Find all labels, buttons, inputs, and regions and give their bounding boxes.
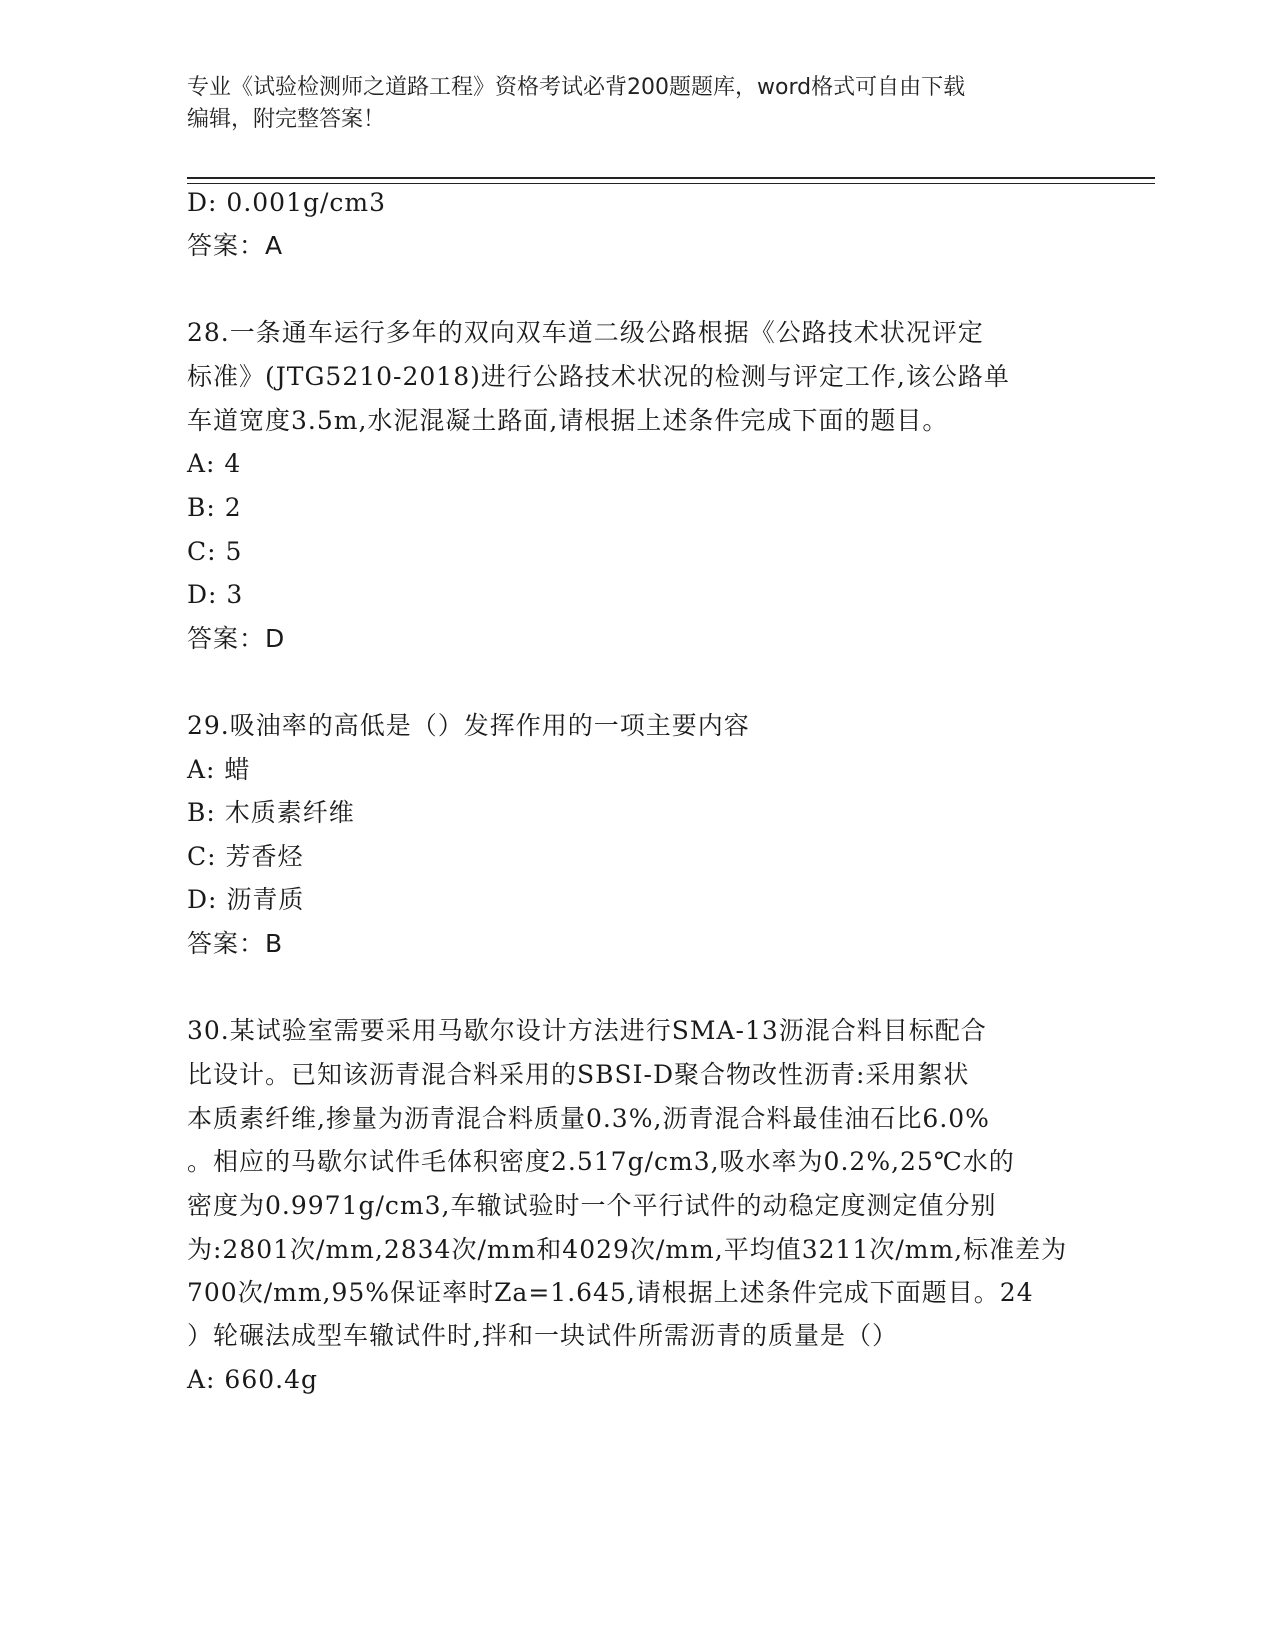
q30-stem-line-6: 为:2801次/mm,2834次/mm和4029次/mm,平均值3211次/mm,标准差为 <box>187 1235 1068 1264</box>
q29-option-c: C: 芳香烃 <box>187 842 304 871</box>
q30-stem-line-7: 700次/mm,95%保证率时Za=1.645,请根据上述条件完成下面题目。24 <box>187 1278 1034 1307</box>
header-rule-thin <box>187 183 1155 184</box>
header-rule-thick <box>187 177 1155 179</box>
q30-stem-line-1: 30.某试验室需要采用马歇尔设计方法进行SMA-13沥混合料目标配合 <box>187 1016 987 1045</box>
q28-stem-line-3: 车道宽度3.5m,水泥混凝土路面,请根据上述条件完成下面的题目。 <box>187 406 949 435</box>
q28-stem-line-1: 28.一条通车运行多年的双向双车道二级公路根据《公路技术状况评定 <box>187 318 984 347</box>
q27-answer: 答案：A <box>187 231 284 260</box>
q28-option-a: A: 4 <box>187 449 242 478</box>
q29-option-a: A: 蜡 <box>187 755 251 784</box>
header-line-1: 专业《试验检测师之道路工程》资格考试必背200题题库，word格式可自由下载 <box>187 75 966 100</box>
q28-option-c: C: 5 <box>187 537 243 566</box>
q30-option-a: A: 660.4g <box>187 1365 318 1394</box>
q28-option-b: B: 2 <box>187 493 242 522</box>
q28-option-d: D: 3 <box>187 580 244 609</box>
q30-stem-line-5: 密度为0.9971g/cm3,车辙试验时一个平行试件的动稳定度测定值分别 <box>187 1191 997 1220</box>
q27-option-d: D: 0.001g/cm3 <box>187 188 387 217</box>
document-header <box>187 72 1087 136</box>
header-line-2: 编辑，附完整答案！ <box>187 107 386 132</box>
q29-option-b: B: 木质素纤维 <box>187 798 355 827</box>
q29-answer: 答案：B <box>187 929 284 958</box>
q30-stem-line-4: 。相应的马歇尔试件毛体积密度2.517g/cm3,吸水率为0.2%,25℃水的 <box>187 1147 1015 1176</box>
q30-stem-line-8: ）轮碾法成型车辙试件时,拌和一块试件所需沥青的质量是（） <box>187 1321 898 1350</box>
q28-answer: 答案：D <box>187 624 286 653</box>
q29-option-d: D: 沥青质 <box>187 885 305 914</box>
q28-stem-line-2: 标准》(JTG5210-2018)进行公路技术状况的检测与评定工作,该公路单 <box>187 362 1010 391</box>
q30-stem-line-2: 比设计。已知该沥青混合料采用的SBSI-D聚合物改性沥青:采用絮状 <box>187 1060 970 1089</box>
q30-stem-line-3: 本质素纤维,掺量为沥青混合料质量0.3%,沥青混合料最佳油石比6.0% <box>187 1104 990 1133</box>
q29-stem: 29.吸油率的高低是（）发挥作用的一项主要内容 <box>187 711 750 740</box>
